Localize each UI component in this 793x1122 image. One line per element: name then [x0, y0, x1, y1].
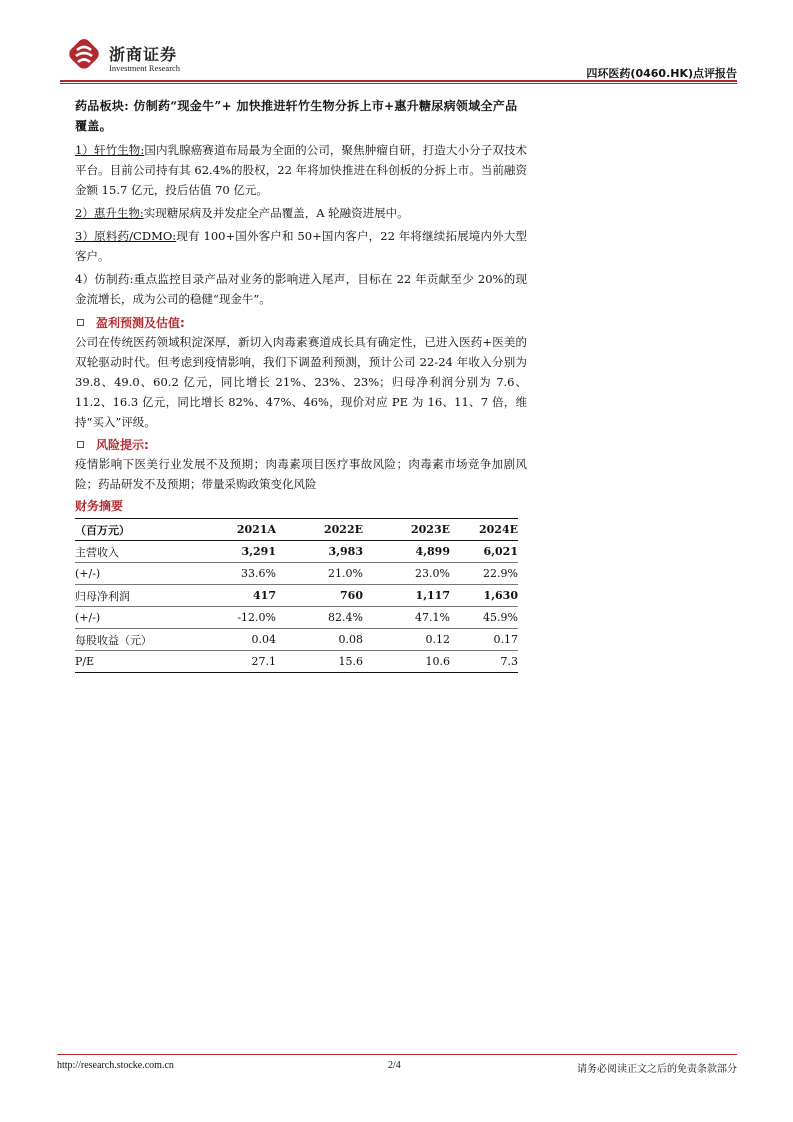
table-cell: 0.08	[276, 629, 363, 651]
row-label: (+/-)	[75, 607, 195, 629]
page-header	[60, 36, 737, 82]
table-row	[75, 585, 518, 607]
item-lead: 2）惠升生物:	[75, 206, 144, 220]
table-cell: 23.0%	[363, 563, 450, 585]
table-cell: 3,983	[276, 541, 363, 563]
item-lead: 3）原料药/CDMO:	[75, 229, 177, 243]
column-header: 2021A	[195, 519, 276, 541]
section-headline: 药品板块: 仿制药“现金牛”+ 加快推进轩竹生物分拆上市+惠升糖尿病领域全产品覆盖。	[75, 99, 518, 133]
item-text: 实现糖尿病及并发症全产品覆盖，A 轮融资进展中。	[143, 206, 409, 220]
risk-title: 风险提示:	[96, 437, 149, 452]
risk-text: 疫情影响下医美行业发展不及预期；肉毒素项目医疗事故风险；肉毒素市场竞争加剧风险；药品研发不及预期；带量采购政策变化风险	[75, 457, 527, 491]
table-cell: -12.0%	[195, 607, 276, 629]
footer-rule	[57, 1054, 737, 1055]
table-row	[75, 541, 518, 563]
square-bullet-icon	[77, 441, 84, 448]
row-label: (+/-)	[75, 563, 195, 585]
table-row	[75, 629, 518, 651]
item-lead: 4）仿制药:	[75, 272, 134, 286]
financial-summary-title: 财务摘要	[75, 499, 124, 513]
table-cell: 417	[195, 585, 276, 607]
table-row	[75, 607, 518, 629]
brand-name-cn: 浙商证券	[109, 45, 178, 64]
item-api-cdmo	[75, 226, 527, 266]
table-cell: 33.6%	[195, 563, 276, 585]
table-cell: 7.3	[450, 651, 518, 673]
column-header: 2023E	[363, 519, 450, 541]
table-cell: 1,630	[450, 585, 518, 607]
table-row	[75, 651, 518, 673]
table-cell: 0.04	[195, 629, 276, 651]
column-header: （百万元）	[75, 519, 195, 541]
table-cell: 0.17	[450, 629, 518, 651]
row-label: 归母净利润	[75, 585, 195, 607]
brand-name-en: Investment Research	[109, 63, 181, 73]
main-content	[75, 96, 527, 497]
row-label: 主营收入	[75, 541, 195, 563]
table-cell: 27.1	[195, 651, 276, 673]
item-text: 现有 100+国外客户和 50+国内客户，22 年将继续拓展境内外大型客户。	[75, 229, 528, 263]
item-text: 重点监控目录产品对业务的影响进入尾声，目标在 22 年贡献至少 20%的现金流增长，成为公司的稳健“现金牛”。	[75, 272, 527, 306]
table-cell: 15.6	[276, 651, 363, 673]
table-cell: 0.12	[363, 629, 450, 651]
risk-heading	[75, 435, 527, 454]
table-cell: 6,021	[450, 541, 518, 563]
header-rule-thin	[60, 83, 737, 84]
table-header-row	[75, 519, 518, 541]
table-cell: 10.6	[363, 651, 450, 673]
item-lead: 1）轩竹生物:	[75, 143, 145, 157]
row-label: P/E	[75, 651, 195, 673]
table-cell: 82.4%	[276, 607, 363, 629]
item-huisheng	[75, 203, 527, 223]
forecast-title: 盈利预测及估值:	[96, 315, 185, 330]
footer-url[interactable]: http://research.stocke.com.cn	[57, 1060, 174, 1071]
financial-table-body	[75, 541, 518, 673]
column-header: 2022E	[276, 519, 363, 541]
page-number: 2/4	[388, 1060, 401, 1071]
square-bullet-icon	[77, 319, 84, 326]
footer-disclaimer: 请务必阅读正文之后的免责条款部分	[577, 1064, 737, 1075]
row-label: 每股收益（元）	[75, 629, 195, 651]
table-row	[75, 563, 518, 585]
table-cell: 1,117	[363, 585, 450, 607]
financial-table	[75, 518, 518, 673]
report-title: 四环医药(0460.HK)点评报告	[586, 67, 737, 80]
table-cell: 47.1%	[363, 607, 450, 629]
table-cell: 21.0%	[276, 563, 363, 585]
table-cell: 3,291	[195, 541, 276, 563]
item-text: 国内乳腺癌赛道布局最为全面的公司，聚焦肿瘤自研，打造大小分子双技术平台。目前公司持有其 62.4%的股权，22 年将加快推进在科创板的分拆上市。当前融资金额 15.7 亿元，投后估值 70 亿元。	[75, 143, 527, 197]
column-header: 2024E	[450, 519, 518, 541]
item-generics	[75, 269, 527, 309]
table-cell: 760	[276, 585, 363, 607]
table-cell: 4,899	[363, 541, 450, 563]
header-rule	[60, 80, 737, 82]
forecast-heading	[75, 313, 527, 332]
table-cell: 22.9%	[450, 563, 518, 585]
item-xuanzhu	[75, 140, 527, 200]
table-cell: 45.9%	[450, 607, 518, 629]
zheshang-logo-icon	[66, 36, 102, 72]
forecast-text: 公司在传统医药领域积淀深厚，新切入肉毒素赛道成长具有确定性，已进入医药+医美的双轮驱动时代。但考虑到疫情影响，我们下调盈利预测，预计公司 22-24 年收入分别为 39.8、49.0、60.2 亿元，同比增长 21%、23%、23%；归母净利润分别为 7.6、11.2、16.3 亿元，同比增长 82%、47%、46%，现价对应 PE 为 16、11、7 倍，维持“买入”评级。	[75, 335, 527, 429]
financial-summary	[75, 497, 518, 673]
